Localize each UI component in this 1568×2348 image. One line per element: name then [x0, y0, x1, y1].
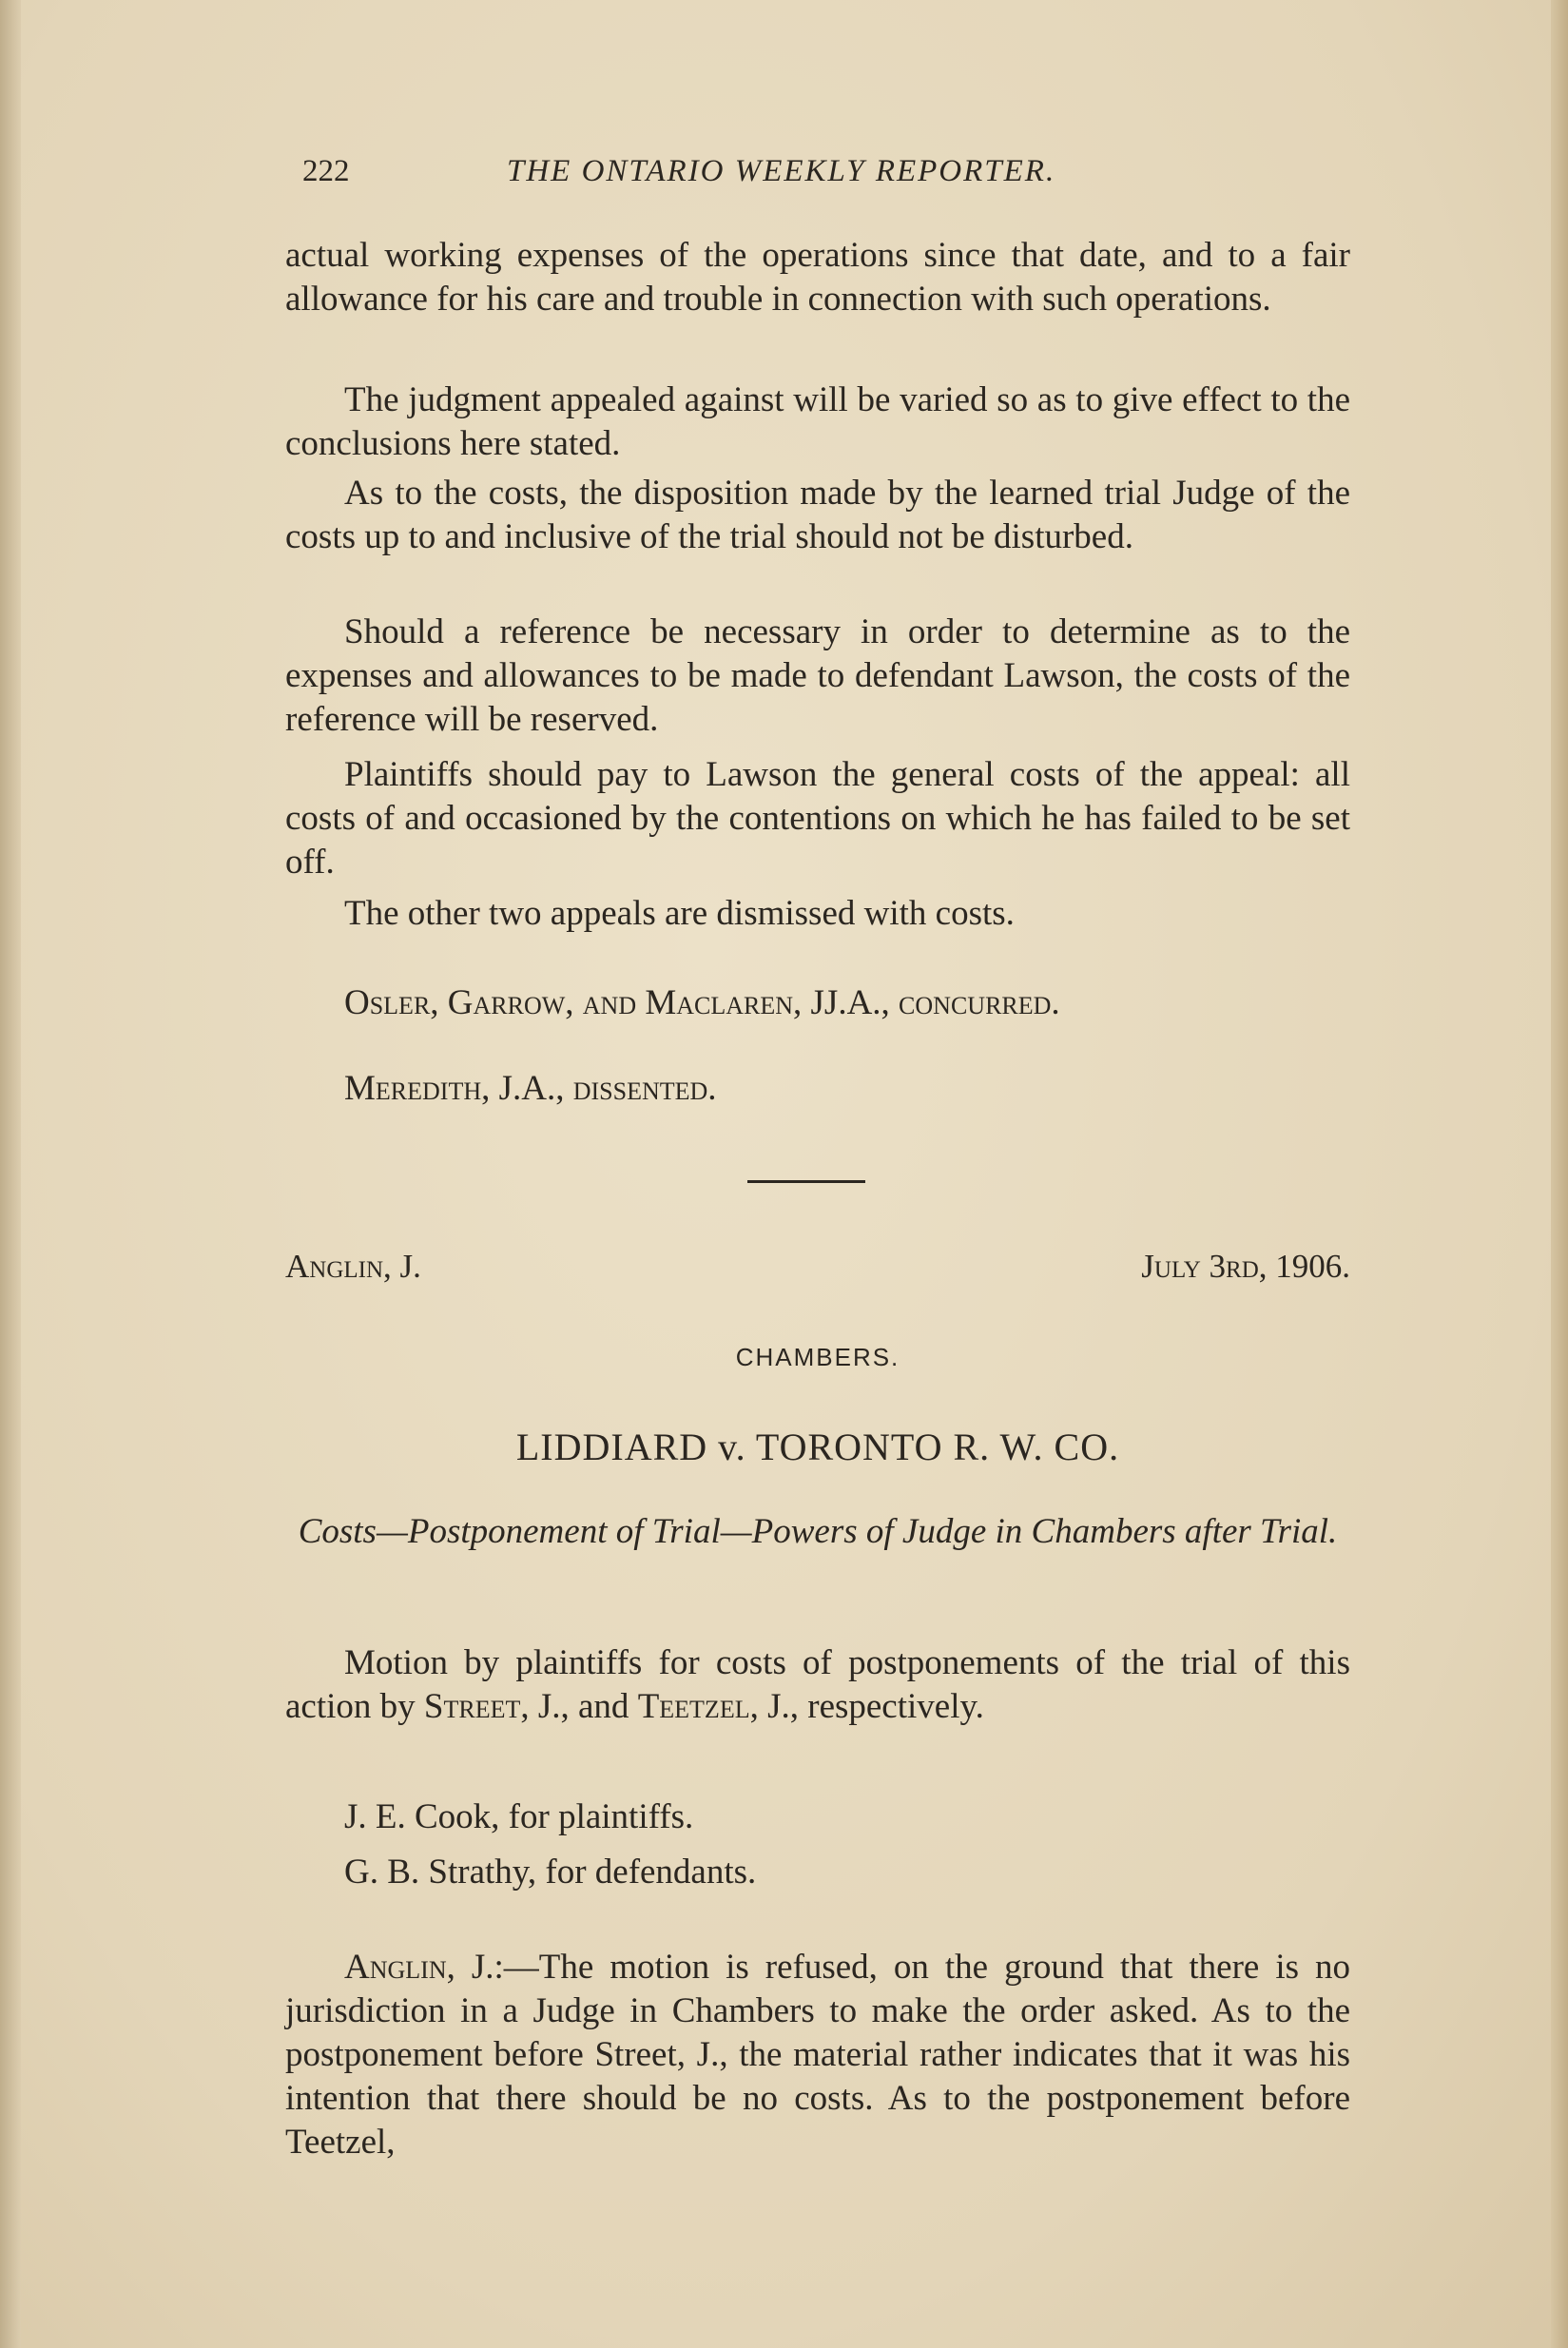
motion-judge-teetzel: Teetzel — [637, 1687, 750, 1726]
case-title: LIDDIARD v. TORONTO R. W. CO. — [515, 1426, 1120, 1468]
page-number: 222 — [302, 154, 350, 188]
counsel-plaintiffs: J. E. Cook, for plaintiffs. — [344, 1797, 694, 1836]
court-label: CHAMBERS. — [735, 1343, 900, 1371]
paragraph-other-appeals: The other two appeals are dismissed with costs. — [344, 894, 1015, 933]
counsel-defendants: G. B. Strathy, for defendants. — [344, 1853, 757, 1892]
motion-judge-street: Street — [423, 1687, 521, 1726]
page-header-title: THE ONTARIO WEEKLY REPORTER. — [507, 154, 1056, 188]
paragraph-costs-disposition: As to the costs, the disposition made by the learned trial Judge of the costs up to and inclusive of the trial should not be disturbed. — [285, 474, 1350, 556]
judgment-speaker: Anglin, J. — [344, 1948, 494, 1987]
motion-text-prefix: Motion by plaintiffs for costs of postponements of the trial of this action by — [285, 1643, 1350, 1726]
page-spine-shadow — [0, 0, 21, 2348]
case-headnote: Costs—Postponement of Trial—Powers of Judge in Chambers after Trial. — [298, 1512, 1338, 1551]
dissent-line: Meredith, J.A., dissented. — [344, 1069, 717, 1108]
page-edge — [1551, 0, 1568, 2348]
concurrence-line: Osler, Garrow, and Maclaren, JJ.A., concurred. — [344, 983, 1060, 1022]
section-divider — [747, 1180, 865, 1183]
paragraph-appeal-costs: Plaintiffs should pay to Lawson the general costs of the appeal: all costs of and occasioned by the contentions on which he has failed to be set off. — [285, 755, 1350, 882]
judge-name: Anglin, J. — [285, 1248, 421, 1285]
paragraph-motion — [285, 1641, 1350, 1729]
case-judge-date-line — [285, 1248, 1350, 1291]
paragraph-judgment-varied: The judgment appealed against will be varied so as to give effect to the conclusions here stated. — [285, 380, 1350, 463]
judgment-date: July 3rd, 1906. — [1141, 1248, 1350, 1285]
motion-text-middle: , J., and — [520, 1687, 638, 1726]
paragraph-reference: Should a reference be necessary in order to determine as to the expenses and allowances to be made to defendant Lawson, the costs of the reference will be reserved. — [285, 612, 1350, 739]
judgment-text: :—The motion is refused, on the ground that there is no jurisdiction in a Judge in Chambers to make the order asked. As to the postponement before Street, J., the material rather indicates that it was his intention that there should be no costs. As to the postponement before Teetzel, — [285, 1948, 1350, 2162]
paragraph-judgment — [285, 1946, 1350, 2164]
paragraph-continuation: actual working expenses of the operations since that date, and to a fair allowance for his care and trouble in connection with such operations. — [285, 236, 1350, 319]
motion-text-suffix: , J., respectively. — [749, 1687, 984, 1726]
